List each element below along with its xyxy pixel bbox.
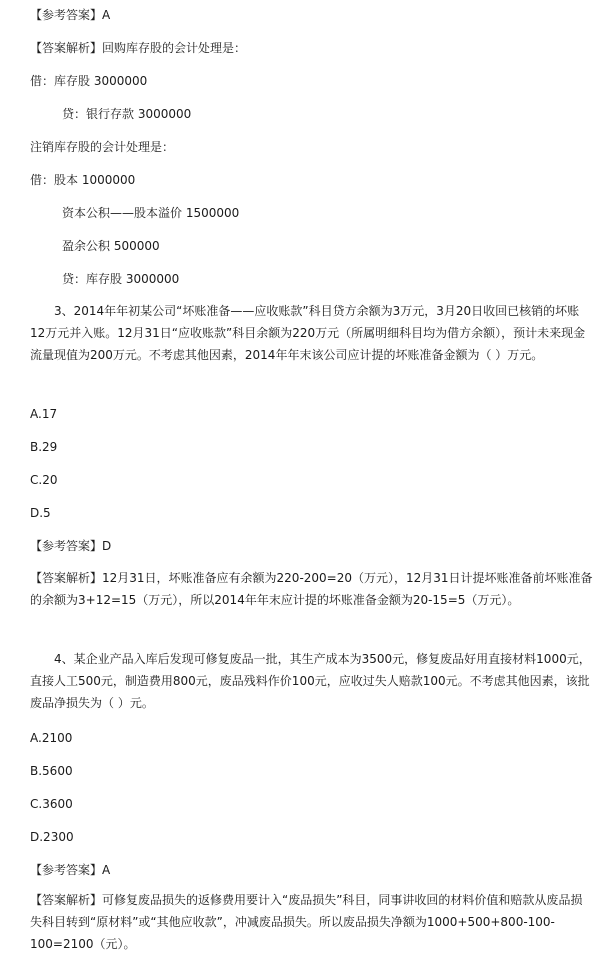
- q4-option-c: C.3600: [30, 797, 73, 811]
- entry1-credit: 贷：银行存款 3000000: [62, 107, 192, 121]
- question-3-text: 3、2014年年初某公司“坏账准备——应收账款”科目贷方余额为3万元，3月20日收回已核销的坏账12万元并入账。12月31日“应收账款”科目余额为220万元（所属明细科目均为借方余额），预计未来现金流量现值为200万元。不考虑其他因素，2014年年末该公司应计提的坏账准备金额为（ ）万元。: [30, 304, 586, 362]
- analysis-intro-1: 【答案解析】回购库存股的会计处理是：: [30, 41, 247, 55]
- ref-answer-1: 【参考答案】A: [30, 8, 111, 22]
- q4-option-d: D.2300: [30, 830, 74, 844]
- q3-option-a: A.17: [30, 407, 58, 421]
- entry2-debit-capital: 借：股本 1000000: [30, 173, 136, 187]
- q3-option-b: B.29: [30, 440, 58, 454]
- question-4-text: 4、某企业产品入库后发现可修复废品一批，其生产成本为3500元，修复废品好用直接材料1000元，直接人工500元，制造费用800元，废品残料作价100元，应收过失人赔款100元。不考虑其他因素，该批废品净损失为（ ）元。: [30, 652, 591, 710]
- entry1-debit: 借：库存股 3000000: [30, 74, 148, 88]
- entry2-credit: 贷：库存股 3000000: [62, 272, 180, 286]
- q3-ref-answer: 【参考答案】D: [30, 539, 112, 553]
- q4-ref-answer: 【参考答案】A: [30, 863, 111, 877]
- q3-option-d: D.5: [30, 506, 51, 520]
- q4-option-b: B.5600: [30, 764, 73, 778]
- q4-option-a: A.2100: [30, 731, 73, 745]
- cancel-intro: 注销库存股的会计处理是：: [30, 140, 175, 154]
- q3-option-c: C.20: [30, 473, 58, 487]
- q3-analysis: 【答案解析】12月31日，坏账准备应有余额为220-200=20（万元），12月31日计提坏账准备前坏账准备的余额为3+12=15（万元），所以2014年年末应计提的坏账准备金额为20-15=5（万元）。: [30, 571, 593, 607]
- entry2-debit-premium: 资本公积——股本溢价 1500000: [62, 206, 240, 220]
- entry2-debit-surplus: 盈余公积 500000: [62, 239, 160, 253]
- q4-analysis: 【答案解析】可修复废品损失的返修费用要计入“废品损失”科目，同事讲收回的材料价值和赔款从废品损失科目转到“原材料”或“其他应收款”，冲减废品损失。所以废品损失净额为1000+500+800-100-100=2100（元）。: [30, 893, 583, 951]
